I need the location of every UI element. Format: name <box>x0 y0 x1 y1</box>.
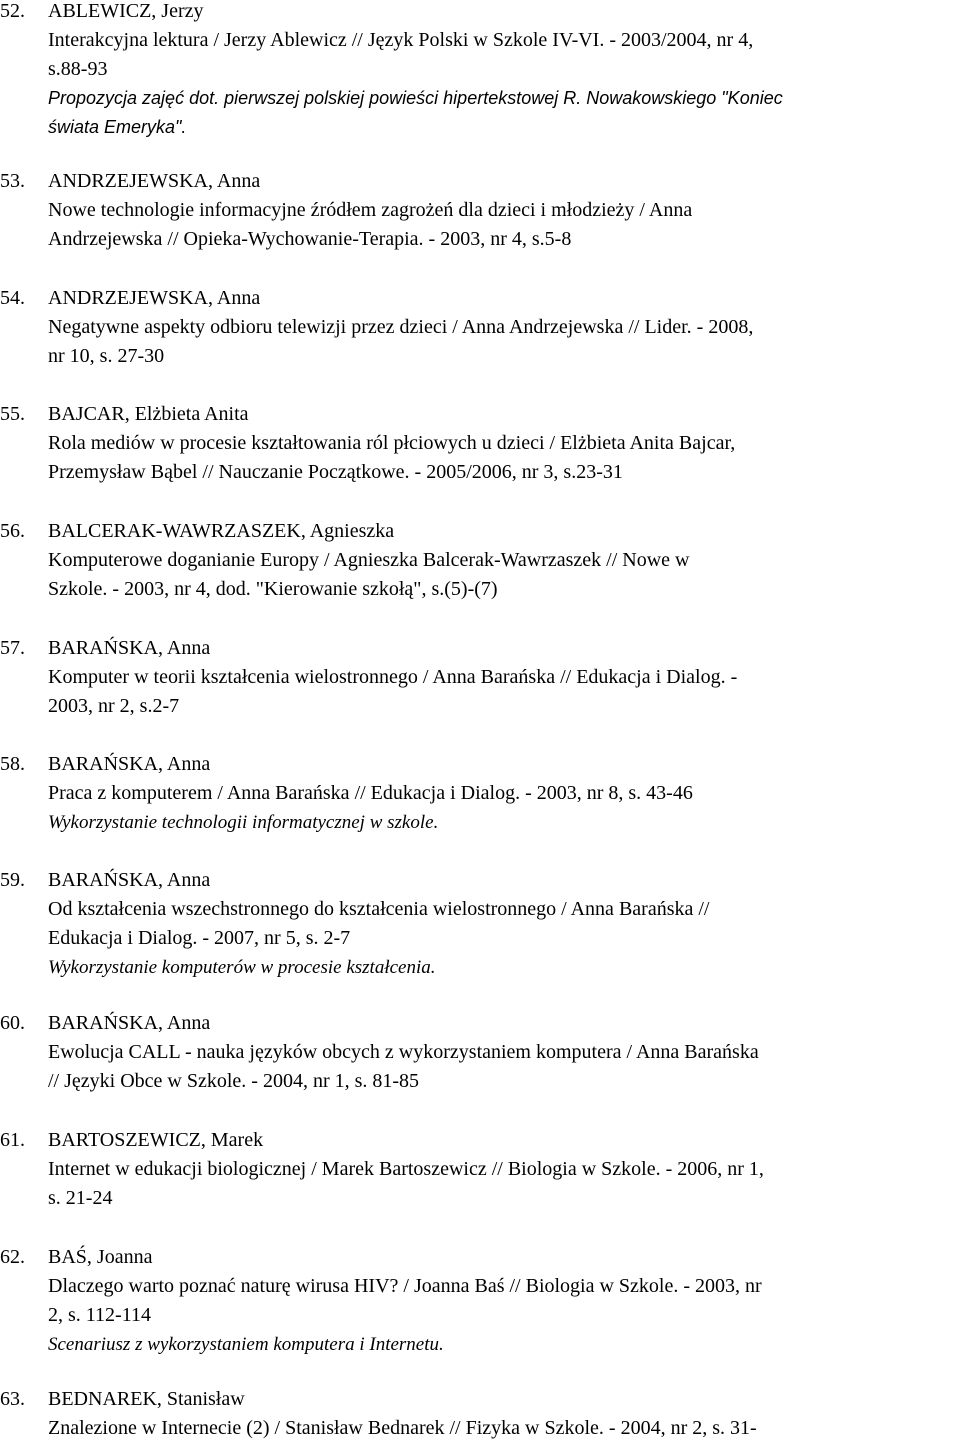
entry-number: 63. <box>0 1388 25 1410</box>
entry-title-line: Edukacja i Dialog. - 2007, nr 5, s. 2-7 <box>48 927 351 949</box>
entry-number: 60. <box>0 1012 25 1034</box>
entry-title-line: Komputerowe doganianie Europy / Agnieszka Balcerak-Wawrzaszek // Nowe w <box>48 549 690 571</box>
entry-title-line: Ewolucja CALL - nauka języków obcych z wykorzystaniem komputera / Anna Barańska <box>48 1041 759 1063</box>
entry-title-line: Dlaczego warto poznać naturę wirusa HIV? / Joanna Baś // Biologia w Szkole. - 2003, nr <box>48 1275 762 1297</box>
entry-note: Propozycja zajęć dot. pierwszej polskiej powieści hipertekstowej R. Nowakowskiego "Koniec <box>48 88 783 108</box>
entry-title-line: Od kształcenia wszechstronnego do kształcenia wielostronnego / Anna Barańska // <box>48 898 710 920</box>
entry-title-line: Negatywne aspekty odbioru telewizji przez dzieci / Anna Andrzejewska // Lider. - 2008, <box>48 316 754 338</box>
entry-author: ANDRZEJEWSKA, Anna <box>48 287 261 309</box>
entry-title-line: Znalezione w Internecie (2) / Stanisław Bednarek // Fizyka w Szkole. - 2004, nr 2, s. 31- <box>48 1417 757 1439</box>
entry-title-line: nr 10, s. 27-30 <box>48 345 165 367</box>
entry-author: BAŚ, Joanna <box>48 1246 153 1268</box>
entry-title-line: // Języki Obce w Szkole. - 2004, nr 1, s. 81-85 <box>48 1070 420 1092</box>
entry-title-line: Komputer w teorii kształcenia wielostronnego / Anna Barańska // Edukacja i Dialog. - <box>48 666 738 688</box>
entry-number: 57. <box>0 637 25 659</box>
entry-title-line: Interakcyjna lektura / Jerzy Ablewicz // Język Polski w Szkole IV-VI. - 2003/2004, nr 4, <box>48 29 754 51</box>
entry-author: ABLEWICZ, Jerzy <box>48 0 204 22</box>
entry-author: BALCERAK-WAWRZASZEK, Agnieszka <box>48 520 395 542</box>
entry-number: 52. <box>0 0 25 22</box>
entry-note: Scenariusz z wykorzystaniem komputera i Internetu. <box>48 1334 444 1355</box>
entry-title-line: Szkole. - 2003, nr 4, dod. "Kierowanie szkołą", s.(5)-(7) <box>48 578 498 600</box>
entry-author: BARAŃSKA, Anna <box>48 869 211 891</box>
entry-number: 59. <box>0 869 25 891</box>
entry-number: 55. <box>0 403 25 425</box>
entry-title-line: Andrzejewska // Opieka-Wychowanie-Terapia. - 2003, nr 4, s.5-8 <box>48 228 572 250</box>
entry-title-line: Internet w edukacji biologicznej / Marek Bartoszewicz // Biologia w Szkole. - 2006, nr 1, <box>48 1158 764 1180</box>
entry-note: Wykorzystanie komputerów w procesie kształcenia. <box>48 957 436 978</box>
entry-title-line: Rola mediów w procesie kształtowania ról płciowych u dzieci / Elżbieta Anita Bajcar, <box>48 432 736 454</box>
entry-author: ANDRZEJEWSKA, Anna <box>48 170 261 192</box>
entry-number: 62. <box>0 1246 25 1268</box>
entry-number: 54. <box>0 287 25 309</box>
entry-title-line: 2, s. 112-114 <box>48 1304 151 1326</box>
entry-author: BEDNAREK, Stanisław <box>48 1388 245 1410</box>
entry-author: BARAŃSKA, Anna <box>48 1012 211 1034</box>
entry-title-line: s.88-93 <box>48 58 108 80</box>
entry-title-line: Przemysław Bąbel // Nauczanie Początkowe. - 2005/2006, nr 3, s.23-31 <box>48 461 623 483</box>
entry-number: 58. <box>0 753 25 775</box>
entry-title-line: 2003, nr 2, s.2-7 <box>48 695 180 717</box>
entry-title-line: Praca z komputerem / Anna Barańska // Edukacja i Dialog. - 2003, nr 8, s. 43-46 <box>48 782 693 804</box>
entry-author: BARTOSZEWICZ, Marek <box>48 1129 264 1151</box>
entry-number: 56. <box>0 520 25 542</box>
entry-author: BARAŃSKA, Anna <box>48 637 211 659</box>
entry-title-line: Nowe technologie informacyjne źródłem zagrożeń dla dzieci i młodzieży / Anna <box>48 199 693 221</box>
entry-note: Wykorzystanie technologii informatycznej w szkole. <box>48 812 439 833</box>
entry-author: BARAŃSKA, Anna <box>48 753 211 775</box>
entry-number: 53. <box>0 170 25 192</box>
entry-title-line: s. 21-24 <box>48 1187 113 1209</box>
entry-note: świata Emeryka". <box>48 117 187 137</box>
entry-author: BAJCAR, Elżbieta Anita <box>48 403 249 425</box>
entry-number: 61. <box>0 1129 25 1151</box>
